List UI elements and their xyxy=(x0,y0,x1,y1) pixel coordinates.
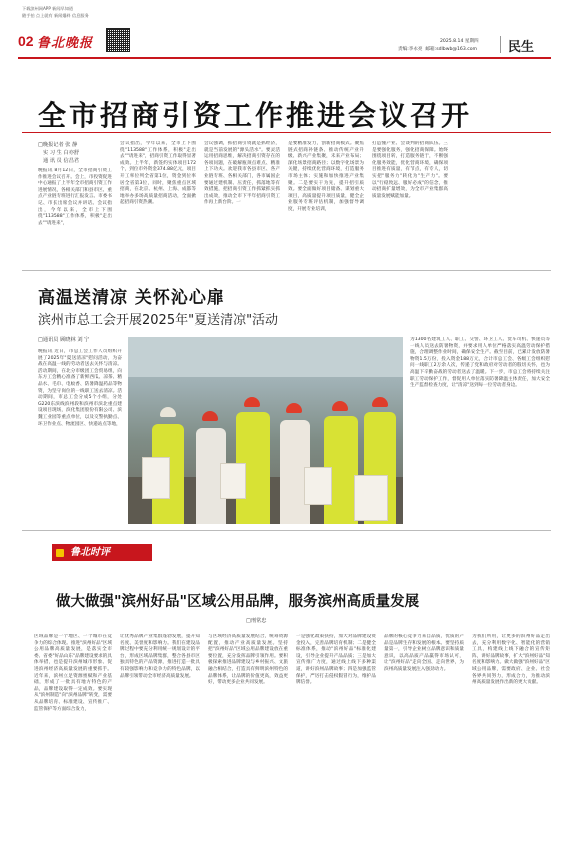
page-number: 02 xyxy=(18,33,34,49)
commentary-column-5: 品牌的核心竞争力来自品质，优质的产品是品牌生存和发展的根本。要坚持质量第一，引导企业树立品牌意识和质量意识，以高品质产品赢得市场认可，让"滨州好品"走向全国、走向世界，为滨州高质量发展注入强劲动力。 xyxy=(384,634,464,672)
volunteers-photo xyxy=(128,337,403,524)
masthead: 鲁北晚报 xyxy=(37,36,94,51)
byline-intern: 实 习 生 白亦舒 xyxy=(43,150,80,156)
commentary-column-1: 区域品牌是一个地区、一个城市在竞争力的综合体现。推进"滨州好品"区域公用品牌高质量发展，是落实全市委、省委"好品山东"品牌建设要求的具体举措，也是提升滨州城市形象、促进滨州经济高质量发展的重要抓手。近年来，滨州立足资源禀赋和产业基础，形成了一批具有地方特色的产品，品牌建设取得一定成效。要实现从"滨州制造"向"滨州品牌"转变，需要从品牌培育、标准建设、宣传推广、监管保护等方面综合发力， xyxy=(34,634,112,712)
section-title: 民生 xyxy=(508,40,535,55)
helmet-2-icon xyxy=(202,411,218,421)
article-1-column-3: 会议强调，抓招商引资就是抓经济，就是当前发展的"源头活水"。要灵活运用招商思维，解决招商引资存在的各项问题，在破解瓶颈点难点、精准上下功夫。欢迎我市各县市区、各产业链专班、各相关部门，各市属国企要通过建机制、压责任，抓落地等有效措施，把招商引资工作抓紧抓实抓出成效，推动全市下半年招商引资工作再上新台阶。一 xyxy=(204,141,280,206)
header-slogan-2: 随手拍 点上就有 新闻爆料 信息服务 xyxy=(22,13,89,18)
commentary-column-6: 为我们所用，让更多的滨州好品走出去，充分利用数字化、智能化的营销工具，构建线上线下融合的宣传矩阵，讲好品牌故事，扩大"滨州好品"知名度和影响力。做大做强"滨州好品"区域公用品牌，需要政府、企业、社会各界共同努力，形成合力，为推动滨州高质量发展作出新的更大贡献。 xyxy=(472,634,550,686)
article-1-title-rule xyxy=(22,132,551,133)
article-1-column-2: 会议指出，今年以来，全市上下围绕"113588"工作体系，积极"走出去""请进来"，招商引资工作取得显著成效。上半年，新签约实体项目172个，到位市外资金374.88亿元，项目开工率位列全省第1位，资金到位率居全省第3位，同时，聚焦重点区域招商，在北京、杭州、上海、成都等地举办多场高质量招商活动，全面掀起招商引资热潮。 xyxy=(120,141,196,206)
commentary-title: 做大做强"滨州好品"区域公用品牌，服务滨州高质量发展 xyxy=(56,593,420,610)
helmet-1-icon xyxy=(160,407,176,417)
byline-reporter: □晚报记者 张 静 xyxy=(38,142,78,148)
article-2-right-text: 为1300名建筑工人、职工、交警、环卫工人、货车司机、快递员等一线人员送去防暑物资，并要求用人单位严格落实高温劳动保护措施，合理调整作业时间，确保安全生产。截至目前，已累计发放防暑物资1.5万份，投入资金188万元，合计市总工会、各级工会组织慰问一线职工2万余人次，传递了党和政府对劳动者的殷切关怀，也为高温下辛勤奋战的劳动者送去了温暖。下一步，市总工会将持续关注职工劳动保护工作，督促用人单位落实防暑降温主体责任，加大安全生产监督检查力度，让"清凉"送到每一位劳动者身边。 xyxy=(410,337,550,389)
commentary-column-4: 一是强化政策扶持，加大对品牌建设资金投入，完善品牌培育机制；二是健全标准体系，推动"滨州好品"标准化建设，引导企业提升产品品质；三是加大宣传推广力度，通过线上线下多种渠道，讲好滨州品牌故事；四是加强监管保护，严厉打击侵权假冒行为，维护品牌信誉。 xyxy=(296,634,376,686)
editor-line xyxy=(398,47,477,53)
article-1-column-4: 是要精准发力，创新招商模式。聚焦链式招商补链条、推动传统产业升级、新兴产业集聚，未来产业布局；深化场景招商路径；以数字化场景为关键，持续优化营商环境，打造服务市场主体；实施和加快推进产业集聚。二是要实干为先，提升招引质效。要全面做好项目储备、谋划重大项目，高质量提升项目质量，健全企业服务专班评估机制，加强督导调度，开展专业培训， xyxy=(288,141,364,212)
commentary-column-3: 与区域经济高质量发展结合，统筹资源配置，推动产业高质量发展。坚持把"滨州好品"区域公用品牌建设放在重要位置，充分发挥品牌引领作用。要积极探索推进品牌建设与乡村振兴、文旅融合相结合，打造具有鲜明滨州特色的品牌体系，让品牌的价值更高，效益更好，带动更多企业共同发展。 xyxy=(208,634,288,686)
section-divider xyxy=(500,36,501,53)
commentary-badge-label: 鲁北时评 xyxy=(70,547,110,558)
article-2-left-text: 晚报讯 近日，市总工会工作人员组织开展了2025年"夏送清凉"慰问活动，为奋战在高温一线的劳动者送去关怀与清凉。活动期间，在北分市级团工会贸易组，向东方工会精心准备了新鲜西瓜、凉茶、精品水、毛巾、电蚊香、防暑降温药品等物资，为坚守岗位的一线职工送去清凉。活动期间，市总工会分成5个小组，分处G220东滨线滨州段和滨州市滨北重点建设项目现场，滨化集团股份有限公司、滨魏工业园等重点单位，以及交警执勤点、环卫作业点、物流园区、快递站点等地， xyxy=(38,349,122,427)
qr-code-icon xyxy=(106,28,130,52)
article-2-subtitle: 滨州市总工会开展2025年"夏送清凉"活动 xyxy=(38,313,279,328)
article-1-title: 全市招商引资工作推进会议召开 xyxy=(38,99,473,132)
date-value: 2025.8.14 xyxy=(440,39,464,44)
article-1-byline xyxy=(38,141,118,165)
article-2-title: 高温送清凉 关怀沁心扉 xyxy=(38,288,225,308)
weekday: 星期四 xyxy=(464,39,479,44)
gift-bag-3 xyxy=(304,467,332,505)
commentary-badge xyxy=(52,544,152,561)
email: sdlbwb@163.com xyxy=(436,47,478,52)
commentary-column-2: 让优秀品牌产业集群蓬勃发展，提升知名度、美誉度和影响力。我们在建设品牌过程中要充分利用统一规划设计的平台，形成区域品牌集群，整合各县市区独具特色的产品资源，推进打造一批具有较强影响力和竞争力的特色品牌，以品牌引领带动全市经济高质量发展。 xyxy=(120,634,200,679)
article-2-bottom-rule xyxy=(22,530,551,531)
gift-bag-4 xyxy=(354,475,388,521)
email-label: 邮箱: xyxy=(425,47,437,52)
header xyxy=(0,0,569,64)
article-2-byline: □通讯员 顾晓林 刘 宁 xyxy=(38,337,90,343)
issue-date xyxy=(440,39,479,45)
byline-correspondent: 通 讯 员 信昌君 xyxy=(43,158,80,164)
header-rule xyxy=(18,57,551,59)
article-1-bottom-rule xyxy=(22,270,551,271)
commentary-badge-marker-icon xyxy=(56,549,64,557)
helmet-4-icon xyxy=(286,403,302,413)
photo-sky xyxy=(128,337,403,377)
commentary-byline: □刑常忠 xyxy=(246,618,267,624)
helmet-6-icon xyxy=(372,397,388,407)
article-1-column-5: 打造懂产业、会谈判的招商队伍。三是要强化服务，强化招商保障。始终围绕项目转，打造服务链于，不断强化服务效能，优化营商环境，确保项目推进有质量，有节点，有专人，切实把"服务力"转化为"生产力"。要以"行稳致远、服好必成"的信念，推动招商扩量增效，为全市产业集群高质量发展赋能加量。 xyxy=(372,141,448,199)
helmet-3-icon xyxy=(244,397,260,407)
gift-bag-1 xyxy=(142,457,170,499)
article-1-column-1: 晚报讯 8月12日，全市招商引资工作推进会议召开。会上，市投资促进中心通报了上半年全市招商引资工作进展情况，各相关部门和县市区、重点产业链专班进行汇报发言。市委书记、市长出席会议并讲话。会议指出，今年以来，全市上下围绕"113588"工作体系，积极"走出去""请进来"， xyxy=(38,168,112,226)
editor: 责编:李永亮 xyxy=(398,47,423,52)
header-slogan-1: 下载滨州网APP 新闻早知道 xyxy=(22,6,74,11)
helmet-5-icon xyxy=(332,401,348,411)
gift-bag-2 xyxy=(220,463,246,499)
